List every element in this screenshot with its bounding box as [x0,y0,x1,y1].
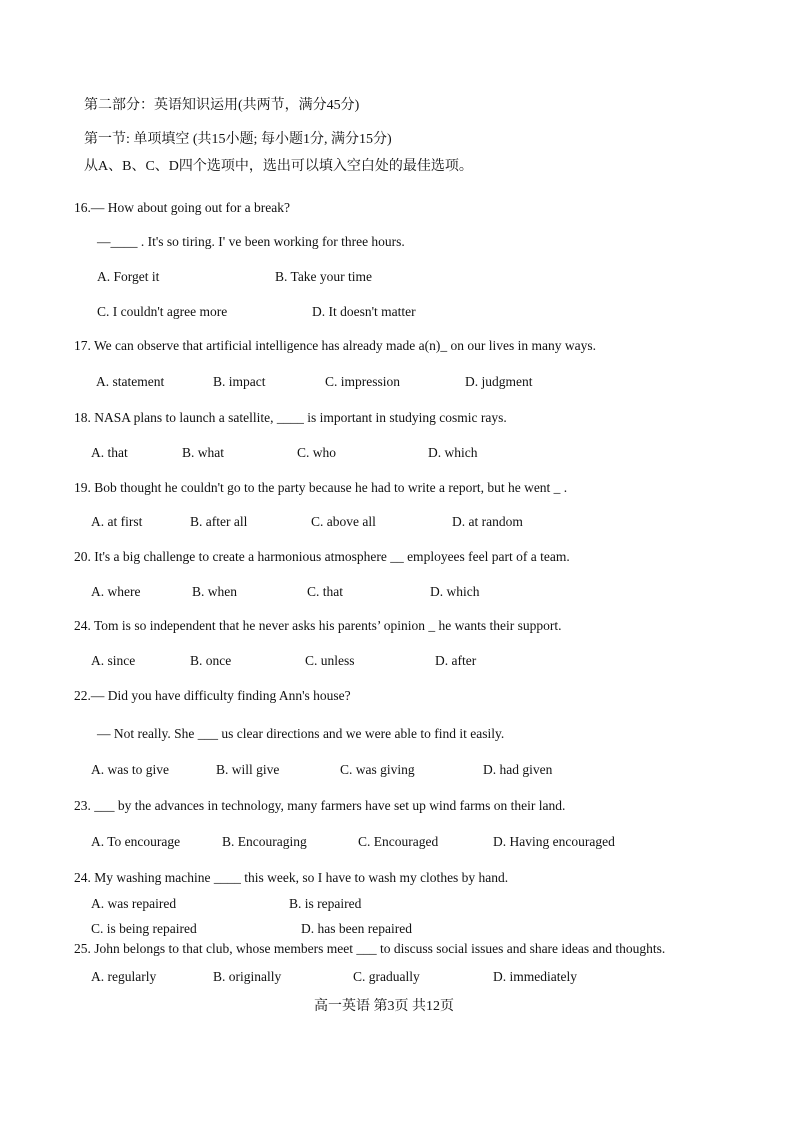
option-b: B. originally [213,969,282,984]
option-a: A. since [91,653,136,668]
instruction-text: 从A、B、C、D四个选项中，选出可以填入空白处的最佳选项。 [84,159,473,174]
question-stem: 19. Bob thought he couldn't go to the party because he had to write a report, but he went _ . [74,480,568,495]
option-a: A. that [91,445,128,460]
option-d: D. which [428,445,478,460]
question-stem: 17. We can observe that artificial intelligence has already made a(n)_ on our lives in many ways. [74,338,596,353]
question-stem: 22.— Did you have difficulty finding Ann's house? [74,688,351,703]
option-b: B. impact [213,374,266,389]
option-b: B. what [182,445,224,460]
question-stem: 20. It's a big challenge to create a harmonious atmosphere __ employees feel part of a team. [74,549,570,564]
option-a: A. regularly [91,969,157,984]
option-b: B. once [190,653,232,668]
option-a: A. statement [96,374,165,389]
option-c: C. gradually [353,969,420,984]
option-d: D. judgment [465,374,533,389]
option-c: C. that [307,584,343,599]
option-d: D. It doesn't matter [312,304,416,319]
question-stem: 25. John belongs to that club, whose members meet ___ to discuss social issues and share ideas and thoughts. [74,941,666,956]
option-c: C. impression [325,374,401,389]
option-b: B. when [192,584,237,599]
option-c: C. is being repaired [91,921,197,936]
option-b: B. after all [190,514,248,529]
question-stem: 24. Tom is so independent that he never asks his parents’ opinion _ he wants their support. [74,618,562,633]
option-c: C. I couldn't agree more [97,304,228,319]
option-a: A. where [91,584,141,599]
question-stem: 18. NASA plans to launch a satellite, ____ is important in studying cosmic rays. [74,410,507,425]
option-d: D. after [435,653,477,668]
option-d: D. immediately [493,969,577,984]
option-c: C. unless [305,653,355,668]
question-dialogue-line: — Not really. She ___ us clear directions and we were able to find it easily. [97,726,505,741]
option-a: A. To encourage [91,834,181,849]
question-stem: 24. My washing machine ____ this week, so I have to wash my clothes by hand. [74,870,509,885]
question-stem: 23. ___ by the advances in technology, many farmers have set up wind farms on their land. [74,798,566,813]
option-b: B. Take your time [275,269,373,284]
option-d: D. had given [483,762,553,777]
option-c: C. who [297,445,337,460]
question-dialogue-line: —____ . It's so tiring. I' ve been working for three hours. [97,234,405,249]
option-a: A. Forget it [97,269,160,284]
option-c: C. Encouraged [358,834,439,849]
option-a: A. at first [91,514,143,529]
option-c: C. above all [311,514,376,529]
option-d: D. which [430,584,480,599]
option-b: B. Encouraging [222,834,307,849]
option-d: D. Having encouraged [493,834,615,849]
page-footer: 高一英语 第3页 共12页 [314,999,454,1014]
section-subtitle: 第一节: 单项填空 (共15小题; 每小题1分, 满分15分) [84,132,392,147]
option-d: D. at random [452,514,523,529]
option-c: C. was giving [340,762,415,777]
part-title: 第二部分：英语知识运用(共两节，满分45分) [84,98,360,113]
option-a: A. was repaired [91,896,177,911]
option-a: A. was to give [91,762,169,777]
option-b: B. is repaired [289,896,362,911]
question-stem: 16.— How about going out for a break? [74,200,290,215]
option-b: B. will give [216,762,280,777]
option-d: D. has been repaired [301,921,412,936]
